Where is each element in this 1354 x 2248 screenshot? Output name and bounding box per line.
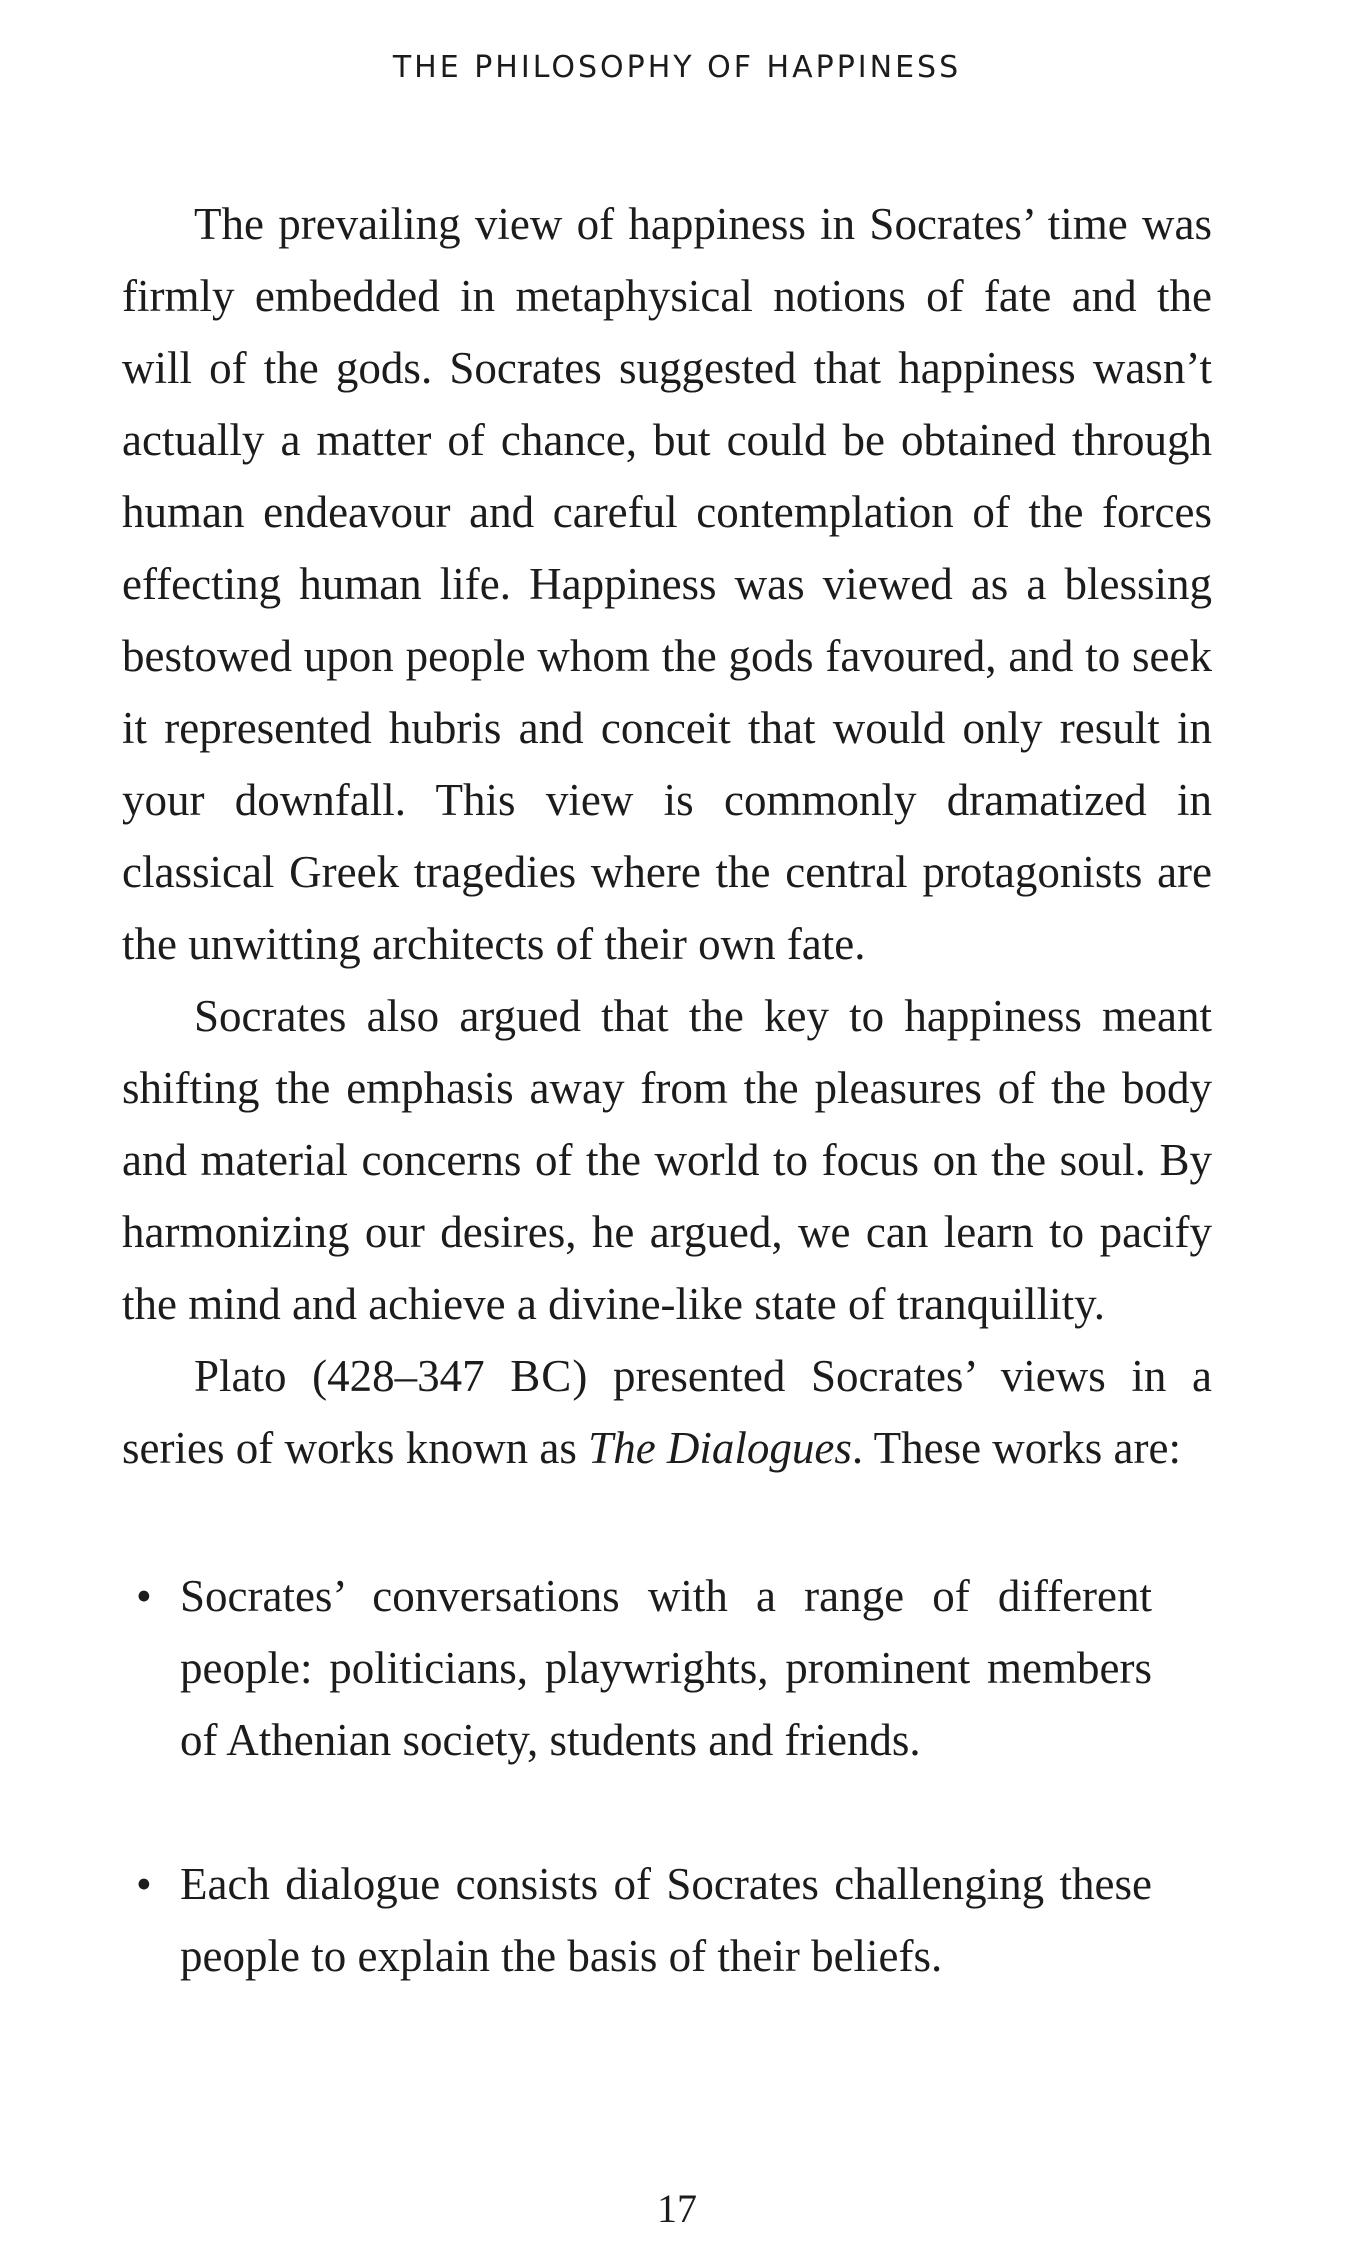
running-head: THE PHILOSOPHY OF HAPPINESS [392, 50, 962, 85]
body-text [122, 188, 1212, 1484]
paragraph-2: Socrates also argued that the key to happiness meant shifting the emphasis away from the pleasures of the body and material concerns of the world to focus on the soul. By harmonizing our desires, he argued, we can learn to pacify the mind and achieve a divine-like state of tranquillity. [122, 991, 1212, 1329]
bullet-item [122, 1560, 1152, 1776]
bullet-item [122, 1848, 1152, 1992]
paragraph-3-text-end: . These works are: [851, 1423, 1181, 1473]
era-abbreviation: BC [510, 1351, 573, 1401]
paragraph-3-text-middle: ) presented Socrates’ views in a series of works known as [122, 1351, 1212, 1473]
paragraph-3 [122, 1340, 1212, 1484]
paragraph-1: The prevailing view of happiness in Socrates’ time was firmly embedded in metaphysical notions of fate and the will of the gods. Socrates suggested that happiness wasn’t actually a matter of chance, but could be obtained through human endeavour and careful contemplation of the forces effecting human life. Happiness was viewed as a blessing bestowed upon people whom the gods favoured, and to seek it represented hubris and conceit that would only result in your downfall. This view is commonly dramatized in classical Greek tragedies where the central protagonists are the unwitting architects of their own fate. [122, 199, 1212, 969]
bullet-text: Each dialogue consists of Socrates challenging these people to explain the basis of their beliefs. [180, 1859, 1152, 1981]
bullet-list [122, 1560, 1152, 2064]
bullet-marker: • [136, 1571, 152, 1621]
bullet-marker: • [136, 1859, 152, 1909]
paragraph-3-text-start: Plato (428–347 [194, 1351, 511, 1401]
page-number: 17 [657, 2186, 697, 2231]
bullet-text: Socrates’ conversations with a range of different people: politicians, playwrights, prominent members of Athenian society, students and friends. [180, 1571, 1152, 1765]
work-title: The Dialogues [588, 1423, 852, 1473]
